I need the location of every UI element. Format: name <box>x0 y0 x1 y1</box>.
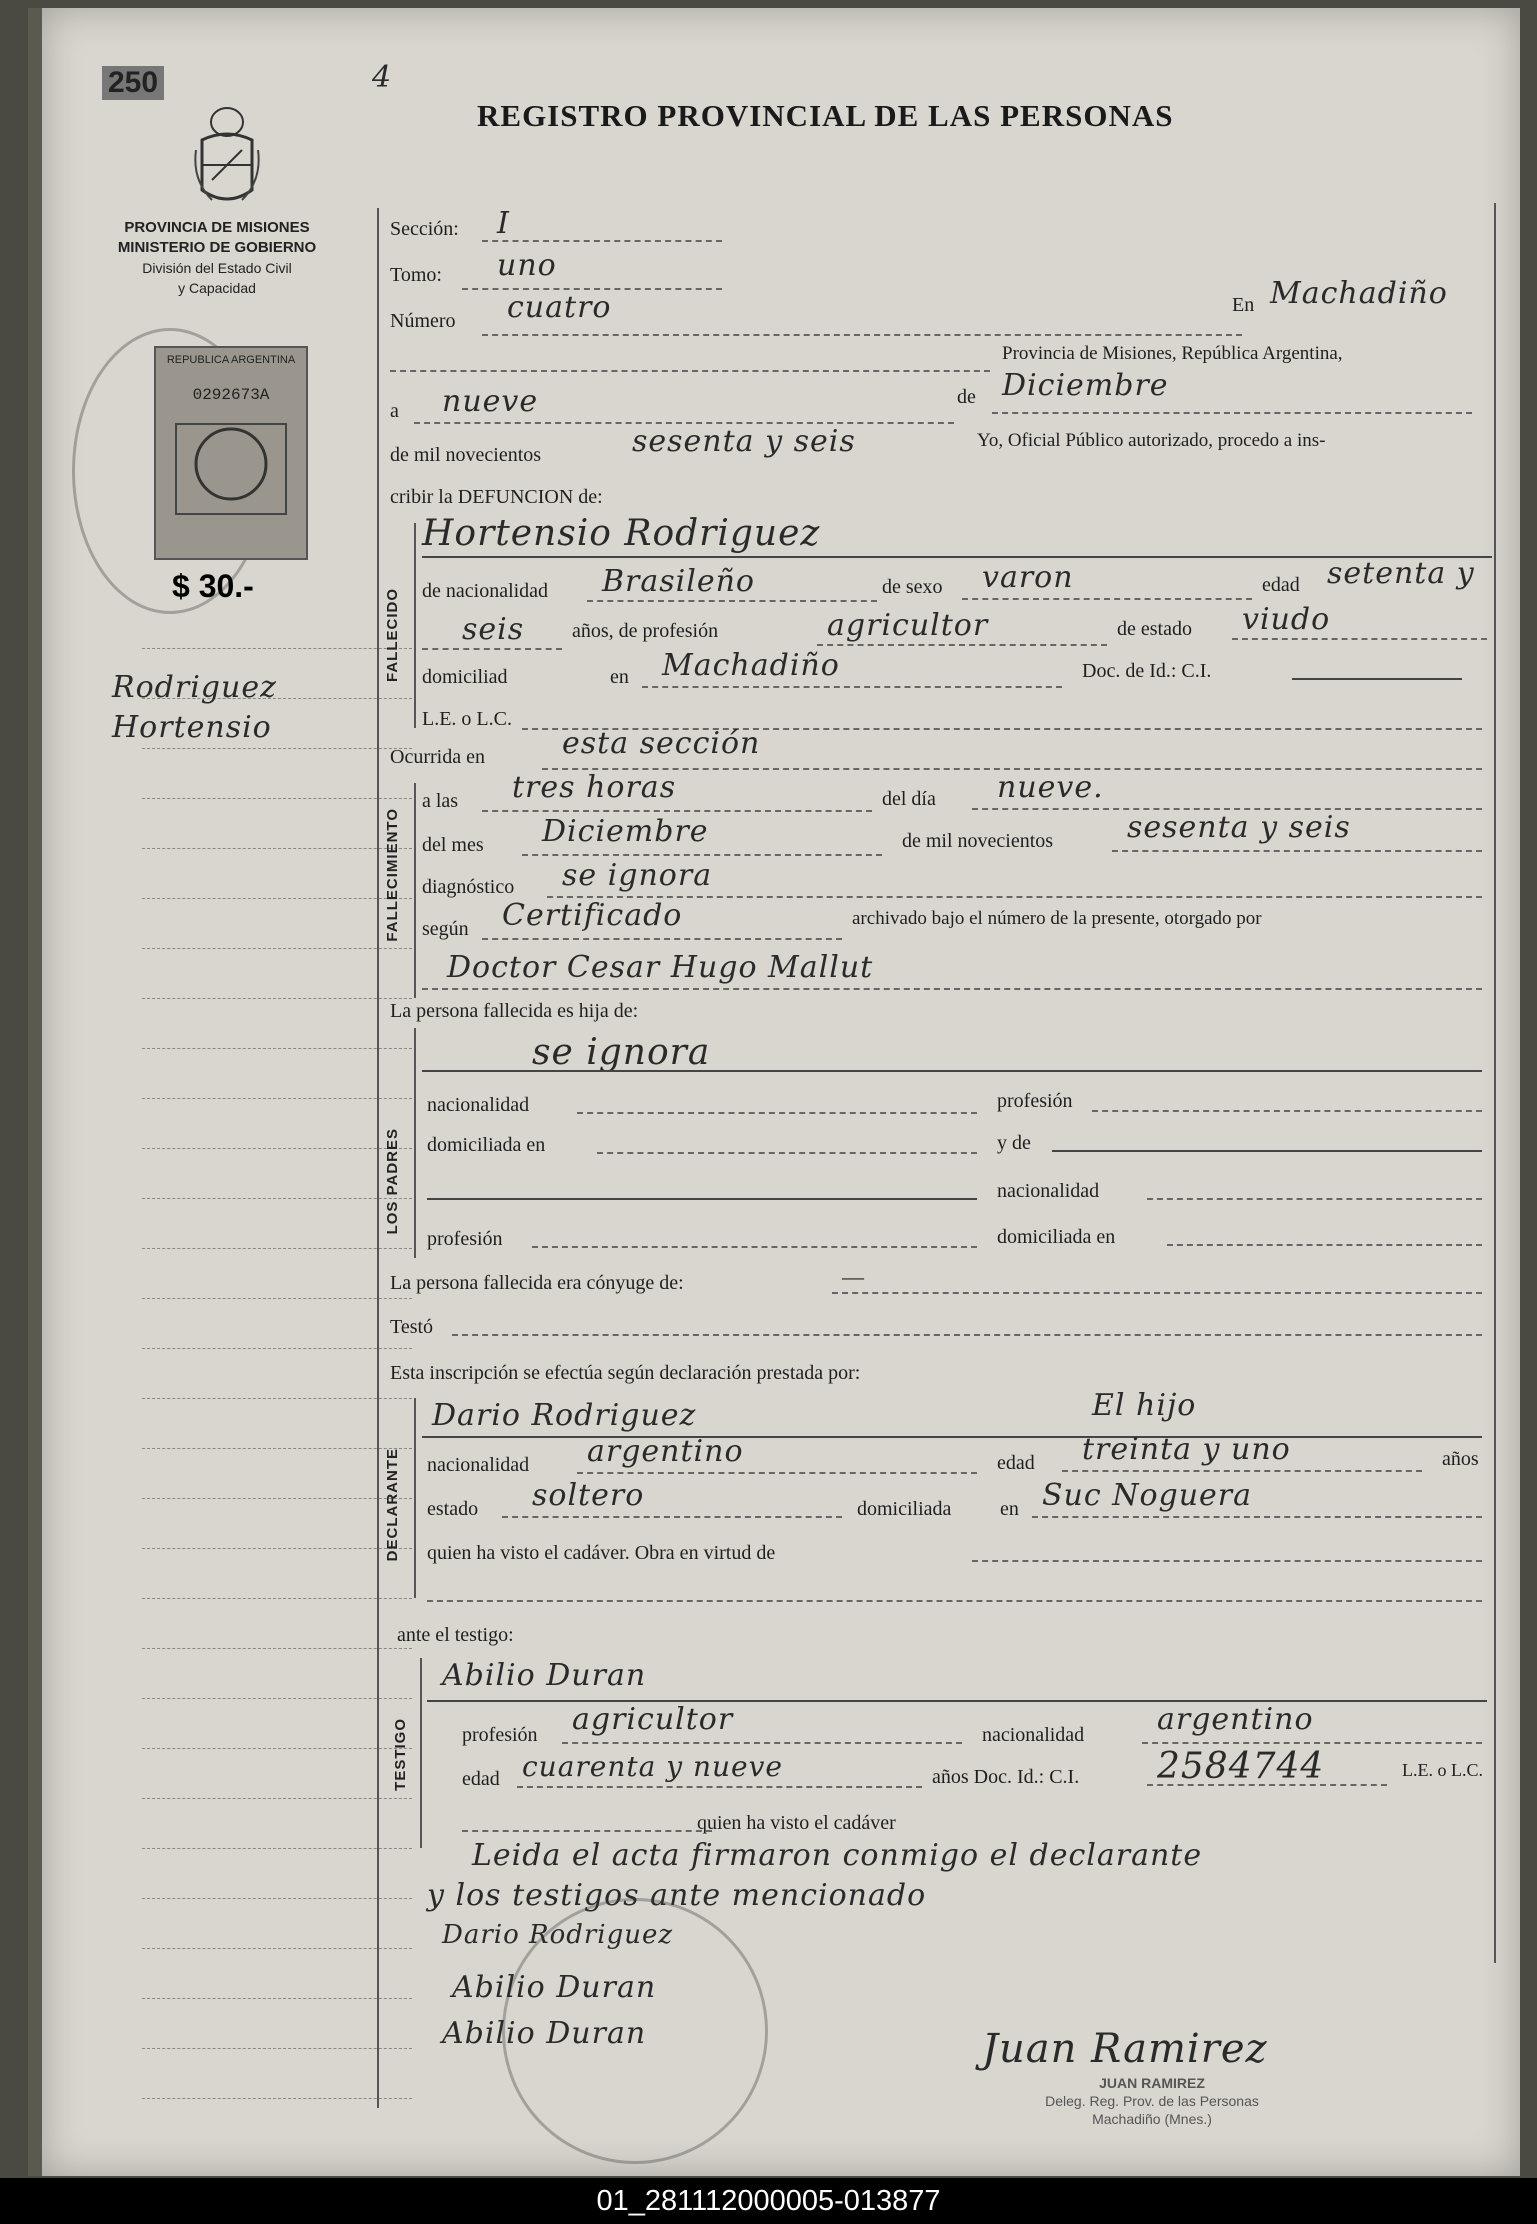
value-test-ci: 2584744 <box>1157 1746 1325 1787</box>
label-seccion: Sección: <box>390 218 459 240</box>
document-title: REGISTRO PROVINCIAL DE LAS PERSONAS <box>477 98 1174 133</box>
section-fallecido: FALLECIDO <box>384 588 401 682</box>
value-dia2: nueve. <box>997 770 1104 805</box>
value-tomo: uno <box>497 248 557 283</box>
value-test-edad: cuarenta y nueve <box>522 1750 783 1783</box>
label-en: En <box>1232 294 1255 316</box>
value-conyuge: — <box>842 1264 864 1289</box>
label-a: a <box>390 400 399 422</box>
section-declarante: DECLARANTE <box>384 1448 401 1562</box>
label-quien-visto2: quien ha visto el cadáver <box>697 1812 896 1834</box>
label-provincia: Provincia de Misiones, República Argentina, <box>1002 343 1343 364</box>
label-segun: según <box>422 918 469 940</box>
value-decl-dom: Suc Noguera <box>1042 1478 1253 1513</box>
value-estado: viudo <box>1242 602 1331 637</box>
stamp-value: $ 30.- <box>172 568 254 604</box>
signature-oficial: Juan Ramirez <box>982 2026 1268 2072</box>
page-mark: 4 <box>372 60 393 95</box>
value-test-prof: agricultor <box>572 1702 734 1737</box>
label-test-nac: nacionalidad <box>982 1724 1085 1746</box>
label-sexo: de sexo <box>882 576 943 598</box>
value-anio2: sesenta y seis <box>1127 810 1351 845</box>
label-tomo: Tomo: <box>390 264 442 286</box>
value-anio: sesenta y seis <box>632 424 856 459</box>
closing-text-line2: y los testigos ante mencionado <box>427 1878 927 1913</box>
stamp-country: REPUBLICA ARGENTINA <box>166 354 296 366</box>
value-nacionalidad: Brasileño <box>602 564 755 599</box>
label-padre-nac: nacionalidad <box>427 1094 530 1116</box>
label-de: de <box>957 386 976 408</box>
label-nacionalidad: de nacionalidad <box>422 580 549 602</box>
value-hora: tres horas <box>512 770 677 805</box>
main-frame-left <box>377 208 379 2108</box>
label-numero: Número <box>390 310 456 332</box>
value-declarante: Dario Rodriguez <box>432 1398 697 1433</box>
value-domicilio: Machadiño <box>662 648 840 683</box>
label-padre-dom: domiciliada en <box>427 1134 546 1156</box>
label-decl-en: en <box>1000 1498 1019 1520</box>
label-yo: Yo, Oficial Público autorizado, procedo a ins- <box>977 430 1326 451</box>
value-segun: Certificado <box>502 898 683 933</box>
value-sexo: varon <box>982 560 1074 595</box>
image-id-footer: 01_281112000005-013877 <box>0 2178 1537 2224</box>
value-decl-estado: soltero <box>532 1478 645 1513</box>
label-testo: Testó <box>390 1316 434 1338</box>
left-header <box>97 218 337 298</box>
value-decl-nac: argentino <box>587 1434 744 1469</box>
value-doctor: Doctor Cesar Hugo Mallut <box>447 950 874 985</box>
label-hija-de: La persona fallecida es hija de: <box>390 1000 639 1022</box>
label-decl-nac: nacionalidad <box>427 1454 530 1476</box>
label-le-o-lc: L.E. o L.C. <box>1402 1760 1483 1780</box>
value-edad: setenta y <box>1327 556 1475 591</box>
label-del-dia: del día <box>882 788 936 810</box>
label-de-mil2: de mil novecientos <box>902 830 1054 852</box>
signature-testigo2: Abilio Duran <box>442 2016 647 2051</box>
value-seccion: I <box>497 206 510 241</box>
document-page <box>28 8 1520 2176</box>
folio-number: 250 <box>102 66 164 100</box>
label-le-lc: L.E. o L.C. <box>422 708 512 730</box>
label-estado: de estado <box>1117 618 1192 640</box>
value-nombre: Hortensio Rodriguez <box>422 513 821 554</box>
margin-note-name: Hortensio <box>112 710 272 745</box>
label-en2: en <box>610 666 629 688</box>
coat-of-arms-icon <box>192 100 262 215</box>
label-diagnostico: diagnóstico <box>422 876 515 898</box>
signature-testigo1: Abilio Duran <box>452 1970 657 2005</box>
margin-note-surname: Rodriguez <box>112 670 277 705</box>
label-domiciliad: domiciliad <box>422 666 508 688</box>
label-ocurrida: Ocurrida en <box>390 746 485 768</box>
value-lugar: Machadiño <box>1270 276 1448 311</box>
official-stamp-name: JUAN RAMIREZ <box>1099 2075 1205 2091</box>
section-testigo: TESTIGO <box>392 1718 409 1791</box>
value-numero: cuatro <box>507 290 612 325</box>
value-parentesco: El hijo <box>1092 1388 1197 1423</box>
label-edad: edad <box>1262 574 1300 596</box>
label-conyuge: La persona fallecida era cónyuge de: <box>390 1272 684 1294</box>
official-stamp-place: Machadiño (Mnes.) <box>1092 2111 1212 2127</box>
header-ministry: MINISTERIO DE GOBIERNO <box>117 239 317 256</box>
label-doc-id: Doc. de Id.: C.I. <box>1082 660 1212 682</box>
value-testigo: Abilio Duran <box>442 1658 647 1693</box>
value-profesion: agricultor <box>827 608 989 643</box>
label-quien-visto: quien ha visto el cadáver. Obra en virtud de <box>427 1542 776 1564</box>
label-inscribir: cribir la DEFUNCION de: <box>390 486 603 508</box>
label-madre-dom: domiciliada en <box>997 1226 1116 1248</box>
label-anos-profesion: años, de profesión <box>572 620 719 642</box>
label-test-edad: edad <box>462 1768 500 1790</box>
label-decl-dom: domiciliada <box>857 1498 952 1520</box>
label-a-las: a las <box>422 790 459 812</box>
value-ocurrida: esta sección <box>562 726 761 761</box>
label-decl-estado: estado <box>427 1498 479 1520</box>
official-stamp <box>1012 2074 1292 2128</box>
label-padre-prof: profesión <box>997 1090 1073 1112</box>
header-province: PROVINCIA DE MISIONES <box>124 219 310 236</box>
label-del-mes: del mes <box>422 834 484 856</box>
stamp-emblem-icon <box>156 404 306 534</box>
label-de-mil: de mil novecientos <box>390 444 542 466</box>
label-ante-testigo: ante el testigo: <box>397 1624 514 1646</box>
label-anos: años <box>1442 1448 1479 1470</box>
header-division: División del Estado Civil <box>142 260 292 276</box>
label-archivado: archivado bajo el número de la presente, otorgado por <box>852 908 1262 929</box>
official-stamp-office: Deleg. Reg. Prov. de las Personas <box>1045 2093 1259 2109</box>
revenue-stamp <box>154 346 308 560</box>
margin-note <box>112 668 277 748</box>
label-anos-doc: años Doc. Id.: C.I. <box>932 1766 1080 1788</box>
value-mes2: Diciembre <box>542 814 709 849</box>
header-capacity: y Capacidad <box>178 280 256 296</box>
signature-declarante: Dario Rodriguez <box>442 1920 674 1950</box>
main-frame-right <box>1494 203 1496 1963</box>
section-padres: LOS PADRES <box>384 1128 401 1235</box>
value-diagnostico: se ignora <box>562 858 713 893</box>
stamp-serial: 0292673A <box>192 386 270 404</box>
closing-text-line1: Leida el acta firmaron conmigo el declarante <box>472 1838 1203 1873</box>
label-madre-nac: nacionalidad <box>997 1180 1100 1202</box>
label-madre-prof: profesión <box>427 1228 503 1250</box>
value-test-nac: argentino <box>1157 1702 1314 1737</box>
label-decl-edad: edad <box>997 1452 1035 1474</box>
label-inscripcion: Esta inscripción se efectúa según declaración prestada por: <box>390 1362 861 1384</box>
value-edad2: seis <box>462 612 525 647</box>
value-padres: se ignora <box>532 1032 711 1073</box>
label-test-prof: profesión <box>462 1724 538 1746</box>
section-fallecimiento: FALLECIMIENTO <box>384 808 401 942</box>
value-mes: Diciembre <box>1002 368 1169 403</box>
value-dia: nueve <box>442 384 539 419</box>
value-decl-edad: treinta y uno <box>1082 1432 1291 1467</box>
label-y-de: y de <box>997 1132 1031 1154</box>
